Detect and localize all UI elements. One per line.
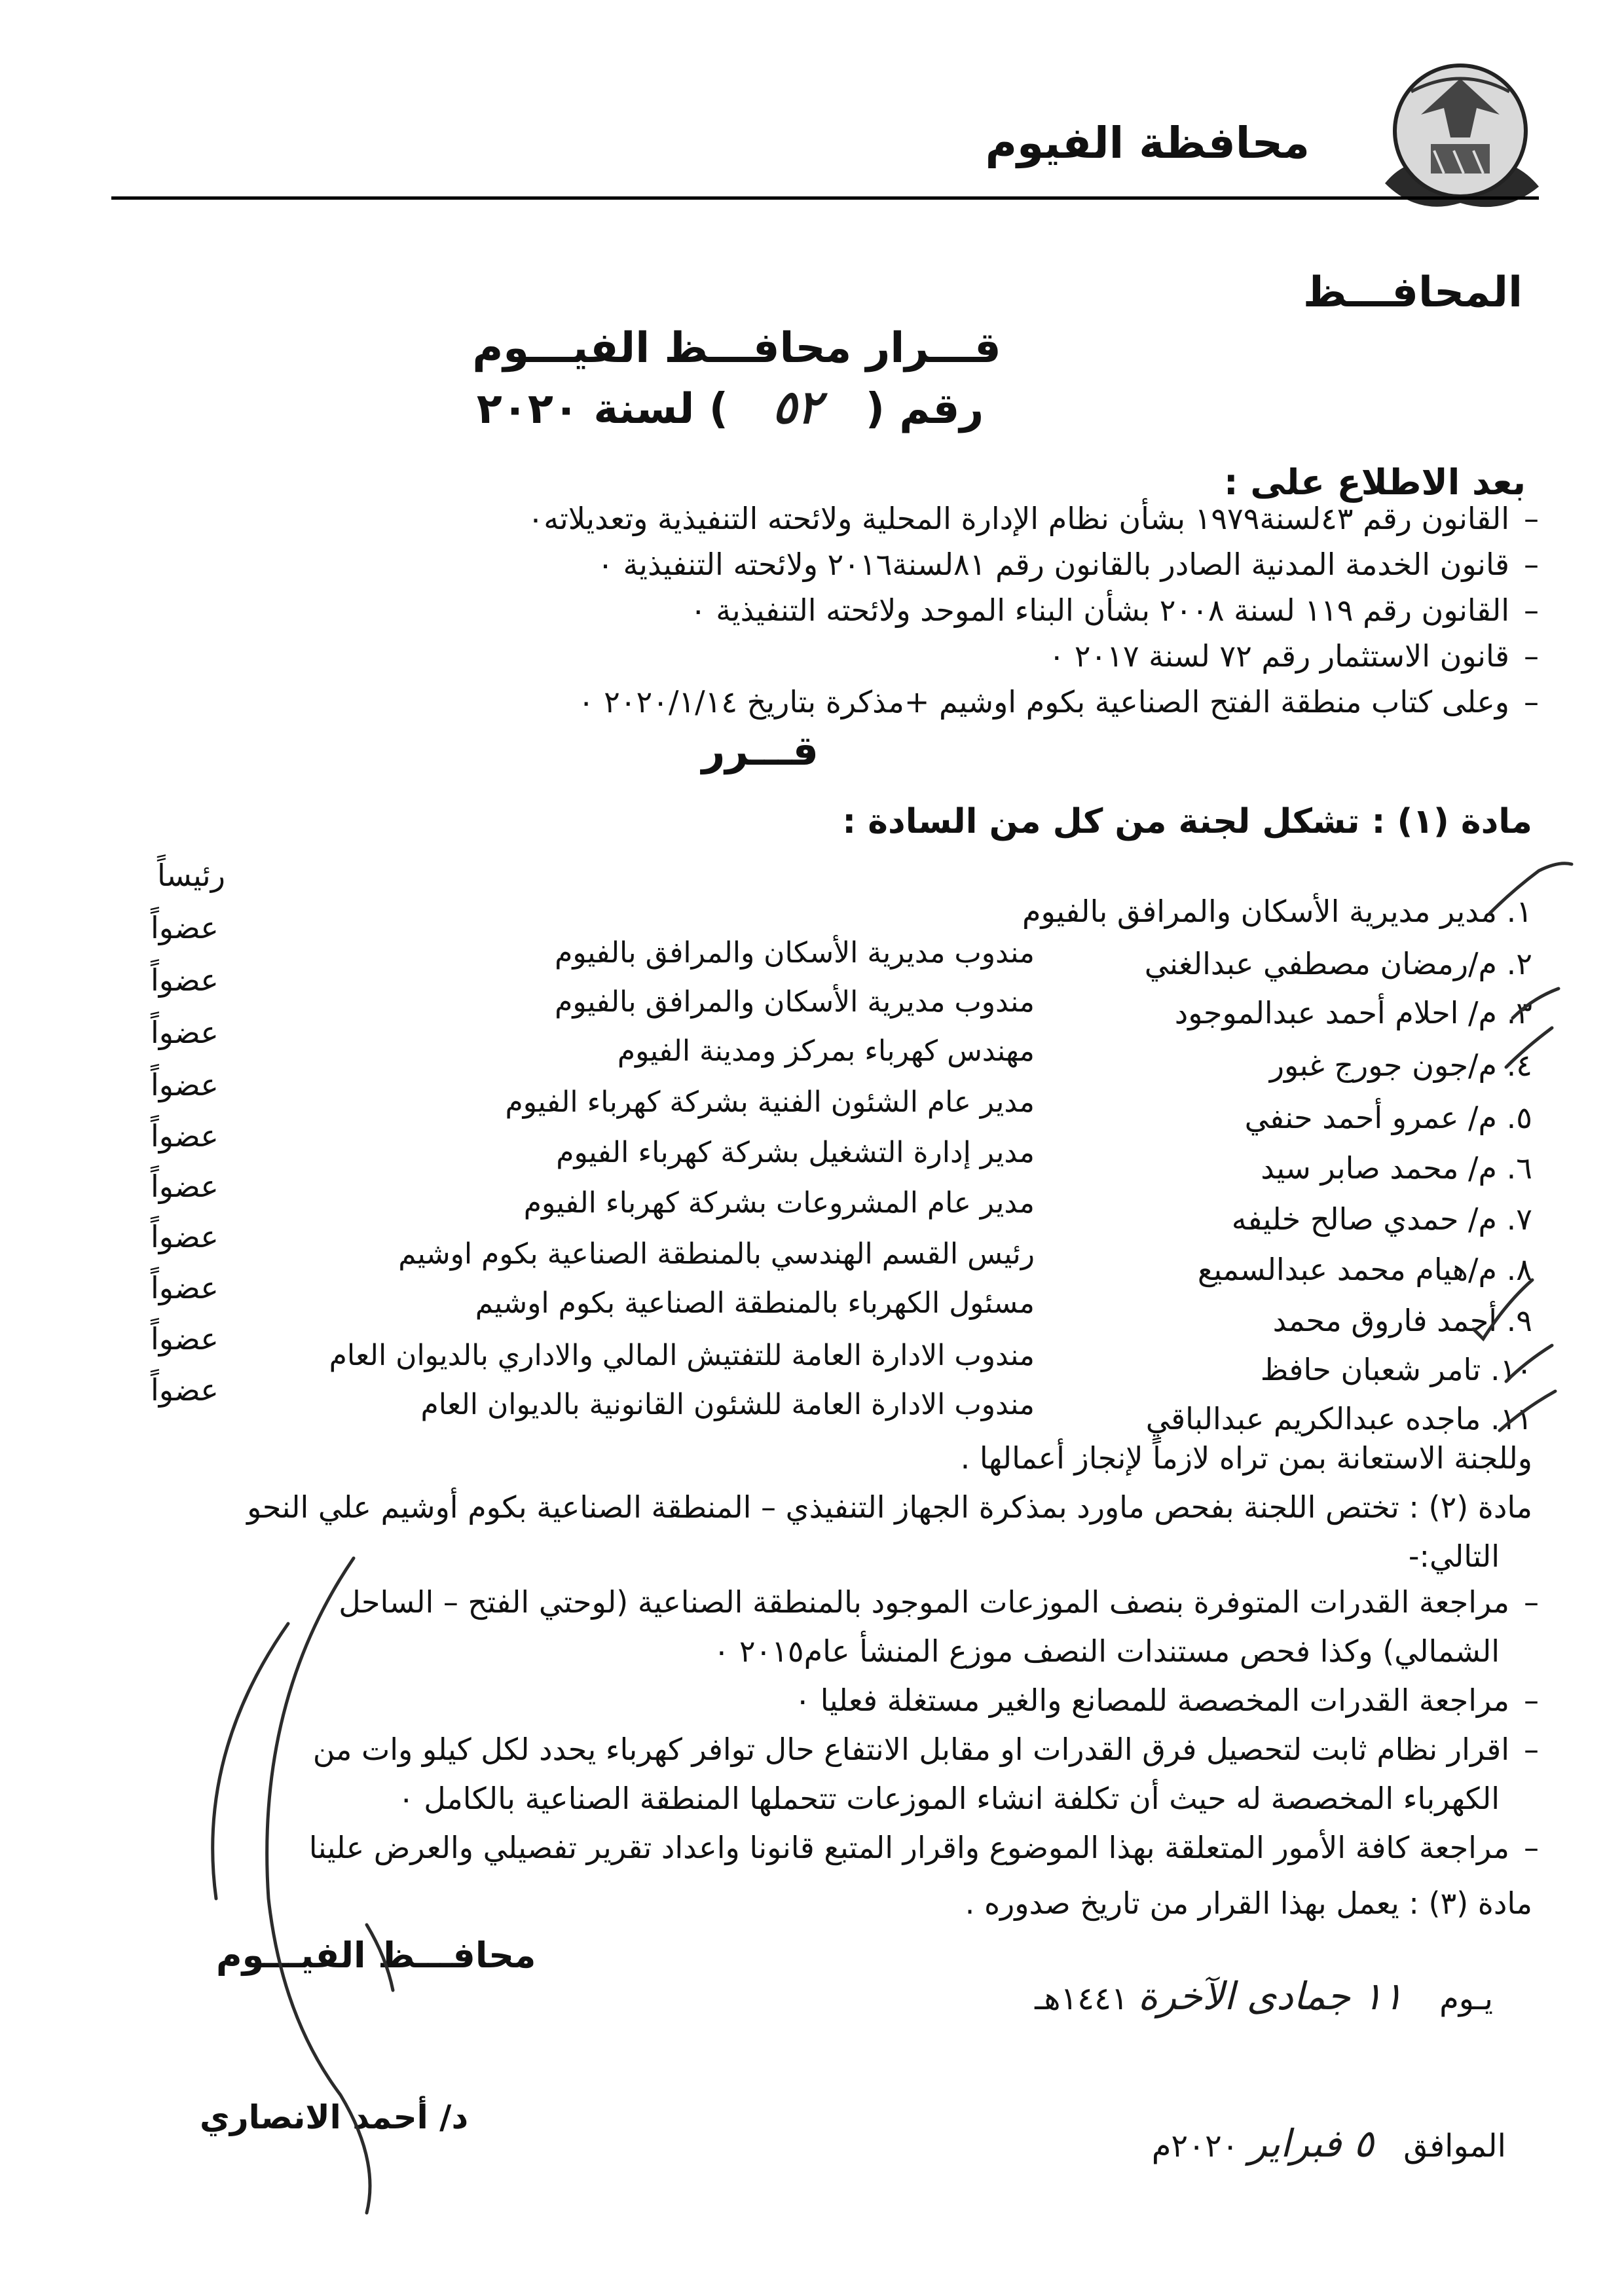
preamble-heading: بعد الاطلاع على :	[1224, 462, 1526, 503]
member-name: ٢. م/رمضان مصطفي عبدالغني	[1144, 946, 1532, 981]
hijri-date	[1035, 1974, 1493, 2018]
article-2-bullet-cont: الكهرباء المخصصة له حيث أن تكلفة انشاء الموزعات تتحملها المنطقة الصناعية بالكامل ٠	[397, 1781, 1500, 1816]
member-name: ٧. م/ حمدي صالح خليفه	[1231, 1201, 1532, 1237]
member-name: ٤. م/جون جورج غبور	[1269, 1048, 1532, 1083]
member-role: عضواً	[151, 1015, 219, 1050]
article-2-intro: التالي:-	[1408, 1539, 1500, 1574]
member-title: مدير عام المشروعات بشركة كهرباء الفيوم	[523, 1186, 1035, 1220]
member-role: عضواً	[151, 910, 219, 945]
article-2-heading: مادة (٢) : تختص اللجنة بفحص ماورد بمذكرة الجهاز التنفيذي – المنطقة الصناعية بكوم أوشيم علي النحو	[247, 1489, 1532, 1525]
member-name: ٨. م/هيام محمد عبدالسميع	[1197, 1252, 1532, 1287]
member-role: عضواً	[151, 1118, 219, 1154]
member-name: ١. مدير مديرية الأسكان والمرافق بالفيوم	[1022, 894, 1532, 929]
preamble-item: –قانون الخدمة المدنية الصادر بالقانون رقم ٨١لسنة٢٠١٦ ولائحته التنفيذية ٠	[597, 547, 1539, 582]
signatory-name: د/ أحمد الانصاري	[200, 2098, 469, 2136]
member-name: ١١. ماجده عبدالكريم عبدالباقي	[1145, 1401, 1532, 1436]
member-role: عضواً	[151, 1169, 219, 1204]
member-name: ٦. م/ محمد صابر سيد	[1261, 1150, 1532, 1186]
article-2-bullet: –مراجعة القدرات المخصصة للمصانع والغير مستغلة فعليا ٠	[794, 1683, 1539, 1718]
member-role: عضواً	[151, 1067, 219, 1102]
member-name: ٩. أحمد فاروق محمد	[1272, 1303, 1532, 1338]
member-title: مندوب مديرية الأسكان والمرافق بالفيوم	[555, 985, 1035, 1019]
greg-prefix: الموافق	[1403, 2128, 1506, 2164]
decree-number-prefix: رقم (	[865, 385, 984, 433]
greg-year: ٢٠٢٠م	[1151, 2128, 1239, 2164]
header-divider	[111, 196, 1539, 200]
member-title: مدير عام الشئون الفنية بشركة كهرباء الفيوم	[505, 1085, 1035, 1119]
committee-note: وللجنة الاستعانة بمن تراه لازماً لإنجاز أعمالها .	[960, 1440, 1532, 1476]
signature-title: محافـــظ الفيـــوم	[216, 1935, 536, 1976]
decree-number	[0, 380, 1460, 434]
article-2-bullet-cont: الشمالي) وكذا فحص مستندات النصف موزع المنشأ عام٢٠١٥ ٠	[713, 1633, 1500, 1669]
hijri-prefix: يـوم	[1439, 1980, 1493, 2017]
decided-heading: قـــرر	[701, 727, 819, 774]
member-name: ١٠. تامر شعبان حافظ	[1260, 1352, 1532, 1387]
preamble-item: –قانون الاستثمار رقم ٧٢ لسنة ٢٠١٧ ٠	[1048, 638, 1539, 674]
member-title: مندوب الادارة العامة للتفتيش المالي والاداري بالديوان العام	[329, 1339, 1035, 1372]
member-name: ٥. م/ عمرو أحمد حنفي	[1244, 1100, 1532, 1135]
governorate-name: محافظة الفيوم	[985, 118, 1310, 168]
member-title: مهندس كهرباء بمركز ومدينة الفيوم	[617, 1034, 1035, 1068]
article-2-bullet: –مراجعة كافة الأمور المتعلقة بهذا الموضوع واقرار المتبع قانونا واعداد تقرير تفصيلي والعرض علينا	[308, 1830, 1539, 1865]
member-role: عضواً	[151, 962, 219, 998]
article-1-heading: مادة (١) : تشكل لجنة من كل من السادة :	[842, 802, 1532, 841]
governorate-seal-icon	[1372, 52, 1549, 229]
member-title: مندوب مديرية الأسكان والمرافق بالفيوم	[555, 936, 1035, 970]
member-role: عضواً	[151, 1270, 219, 1305]
article-2-bullet: –مراجعة القدرات المتوفرة بنصف الموزعات الموجود بالمنطقة الصناعية (لوحتي الفتح – الساحل	[339, 1584, 1539, 1620]
decree-number-suffix: ) لسنة ٢٠٢٠	[476, 385, 728, 433]
member-title: مسئول الكهرباء بالمنطقة الصناعية بكوم اوشيم	[475, 1286, 1035, 1320]
preamble-item: –وعلى كتاب منطقة الفتح الصناعية بكوم اوشيم +مذكرة بتاريخ ٢٠٢٠/١/١٤ ٠	[578, 684, 1539, 720]
preamble-item: –القانون رقم ٤٣لسنة١٩٧٩ بشأن نظام الإدارة المحلية ولائحته التنفيذية وتعديلاته٠	[527, 501, 1539, 536]
decree-title: قـــرار محافـــظ الفيـــوم	[472, 324, 1001, 373]
chair-role: رئيساً	[157, 858, 225, 893]
gregorian-date	[1152, 2121, 1506, 2166]
preamble-item: –القانون رقم ١١٩ لسنة ٢٠٠٨ بشأن البناء الموحد ولائحته التنفيذية ٠	[690, 592, 1539, 628]
greg-handwritten: ٥ فبراير	[1248, 2121, 1374, 2166]
article-2-bullet: –اقرار نظام ثابت لتحصيل فرق القدرات او مقابل الانتفاع حال توافر كهرباء يحدد لكل كيلو وات من	[312, 1732, 1539, 1767]
hijri-year: ١٤٤١هـ	[1035, 1980, 1128, 2017]
decree-number-handwritten: ٥٢	[772, 380, 822, 434]
office-title: المحافـــظ	[1302, 268, 1522, 317]
member-name: ٣. م/ احلام أحمد عبدالموجود	[1174, 995, 1532, 1030]
member-title: مندوب الادارة العامة للشئون القانونية بالديوان العام	[420, 1388, 1035, 1421]
member-role: عضواً	[151, 1372, 219, 1408]
article-3: مادة (٣) : يعمل بهذا القرار من تاريخ صدوره .	[965, 1886, 1532, 1921]
member-role: عضواً	[151, 1219, 219, 1254]
member-role: عضواً	[151, 1321, 219, 1357]
member-title: رئيس القسم الهندسي بالمنطقة الصناعية بكوم اوشيم	[398, 1237, 1035, 1271]
signature-stroke	[213, 1624, 288, 1899]
hijri-handwritten: ١١ جمادى الآخرة	[1137, 1974, 1403, 2018]
member-title: مدير إدارة التشغيل بشركة كهرباء الفيوم	[556, 1136, 1035, 1169]
